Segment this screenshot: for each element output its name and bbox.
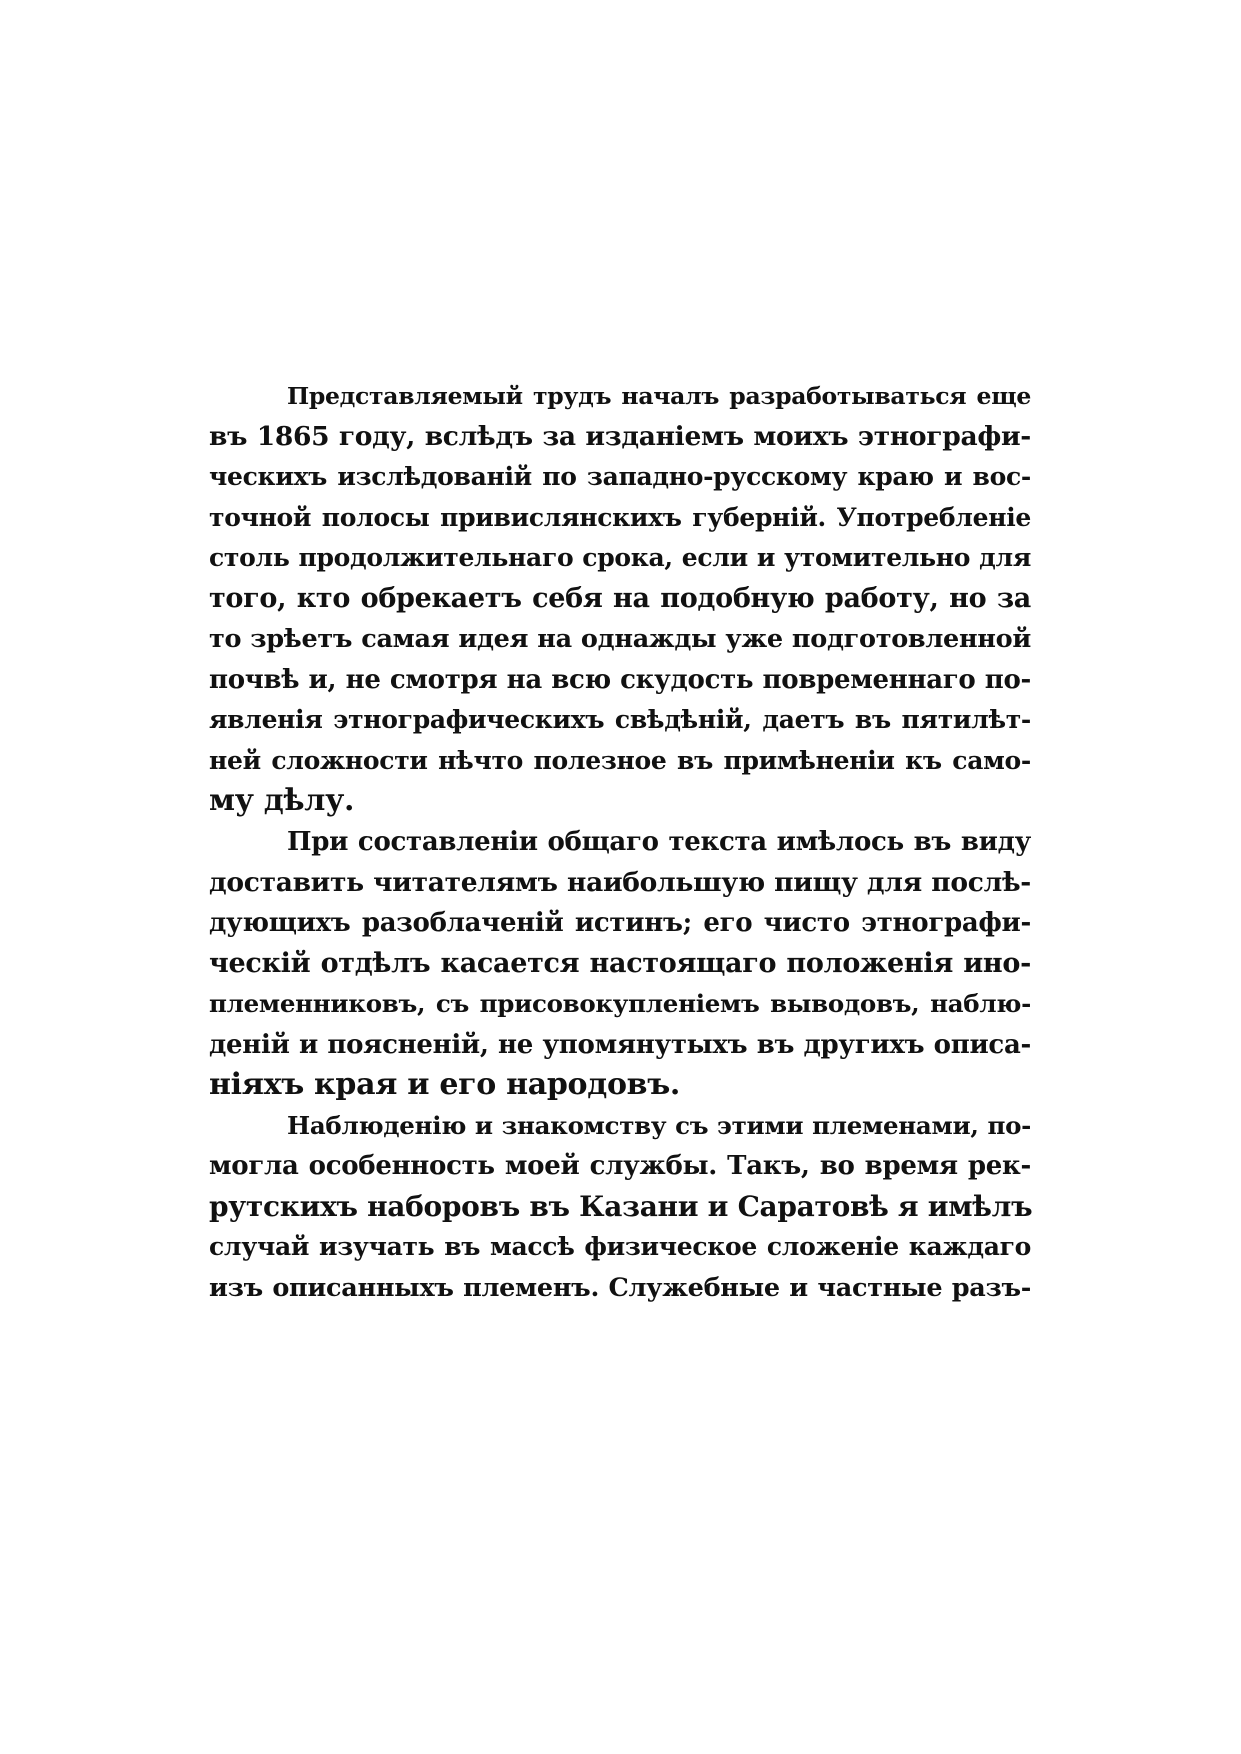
text-line: столь продолжительнаго срока, если и утомительно для: [209, 543, 1031, 573]
text-line: ніяхъ края и его народовъ.: [209, 1067, 681, 1103]
text-line: могла особенность моей службы. Такъ, во время рек-: [209, 1151, 1031, 1182]
text-line: явленія этнографическихъ свѣдѣній, даетъ въ пятилѣт-: [209, 705, 1031, 735]
text-line: дующихъ разоблаченій истинъ; его чисто этнографи-: [209, 908, 1031, 939]
text-line: того, кто обрекаетъ себя на подобную работу, но за: [209, 582, 1031, 614]
text-line: ней сложности нѣчто полезное въ примѣненіи къ само-: [209, 745, 1031, 775]
text-line: рутскихъ наборовъ въ Казани и Саратовѣ я имѣлъ: [209, 1189, 1033, 1223]
text-line: деній и поясненій, не упомянутыхъ въ другихъ описа-: [209, 1029, 1031, 1060]
text-line: случай изучать въ массѣ физическое сложеніе каждаго: [209, 1232, 1031, 1262]
text-line: почвѣ и, не смотря на всю скудость повременнаго по-: [209, 664, 1031, 695]
text-line: му дѣлу.: [209, 783, 355, 819]
text-line: При составленіи общаго текста имѣлось въ виду: [287, 827, 1031, 858]
text-line: племенниковъ, съ присовокупленіемъ выводовъ, наблю-: [209, 989, 1031, 1019]
text-line: Наблюденію и знакомству съ этими племенами, по-: [287, 1110, 1031, 1140]
text-line: ческихъ изслѣдованій по западно-русскому краю и вос-: [209, 462, 1031, 492]
text-line: то зрѣетъ самая идея на однажды уже подготовленной: [209, 624, 1031, 655]
text-line: въ 1865 году, вслѣдъ за изданіемъ моихъ этнографи-: [209, 420, 1031, 452]
text-line: точной полосы привислянскихъ губерній. Употребленіе: [209, 502, 1031, 532]
text-line: изъ описанныхъ племенъ. Служебные и частные разъ-: [209, 1273, 1031, 1304]
body-text: [209, 376, 1031, 1309]
text-line: ческій отдѣлъ касается настоящаго положенія ино-: [209, 947, 1031, 979]
text-line: Представляемый трудъ началъ разработываться еще: [287, 382, 1031, 410]
text-line: доставить читателямъ наибольшую пищу для послѣ-: [209, 866, 1031, 898]
